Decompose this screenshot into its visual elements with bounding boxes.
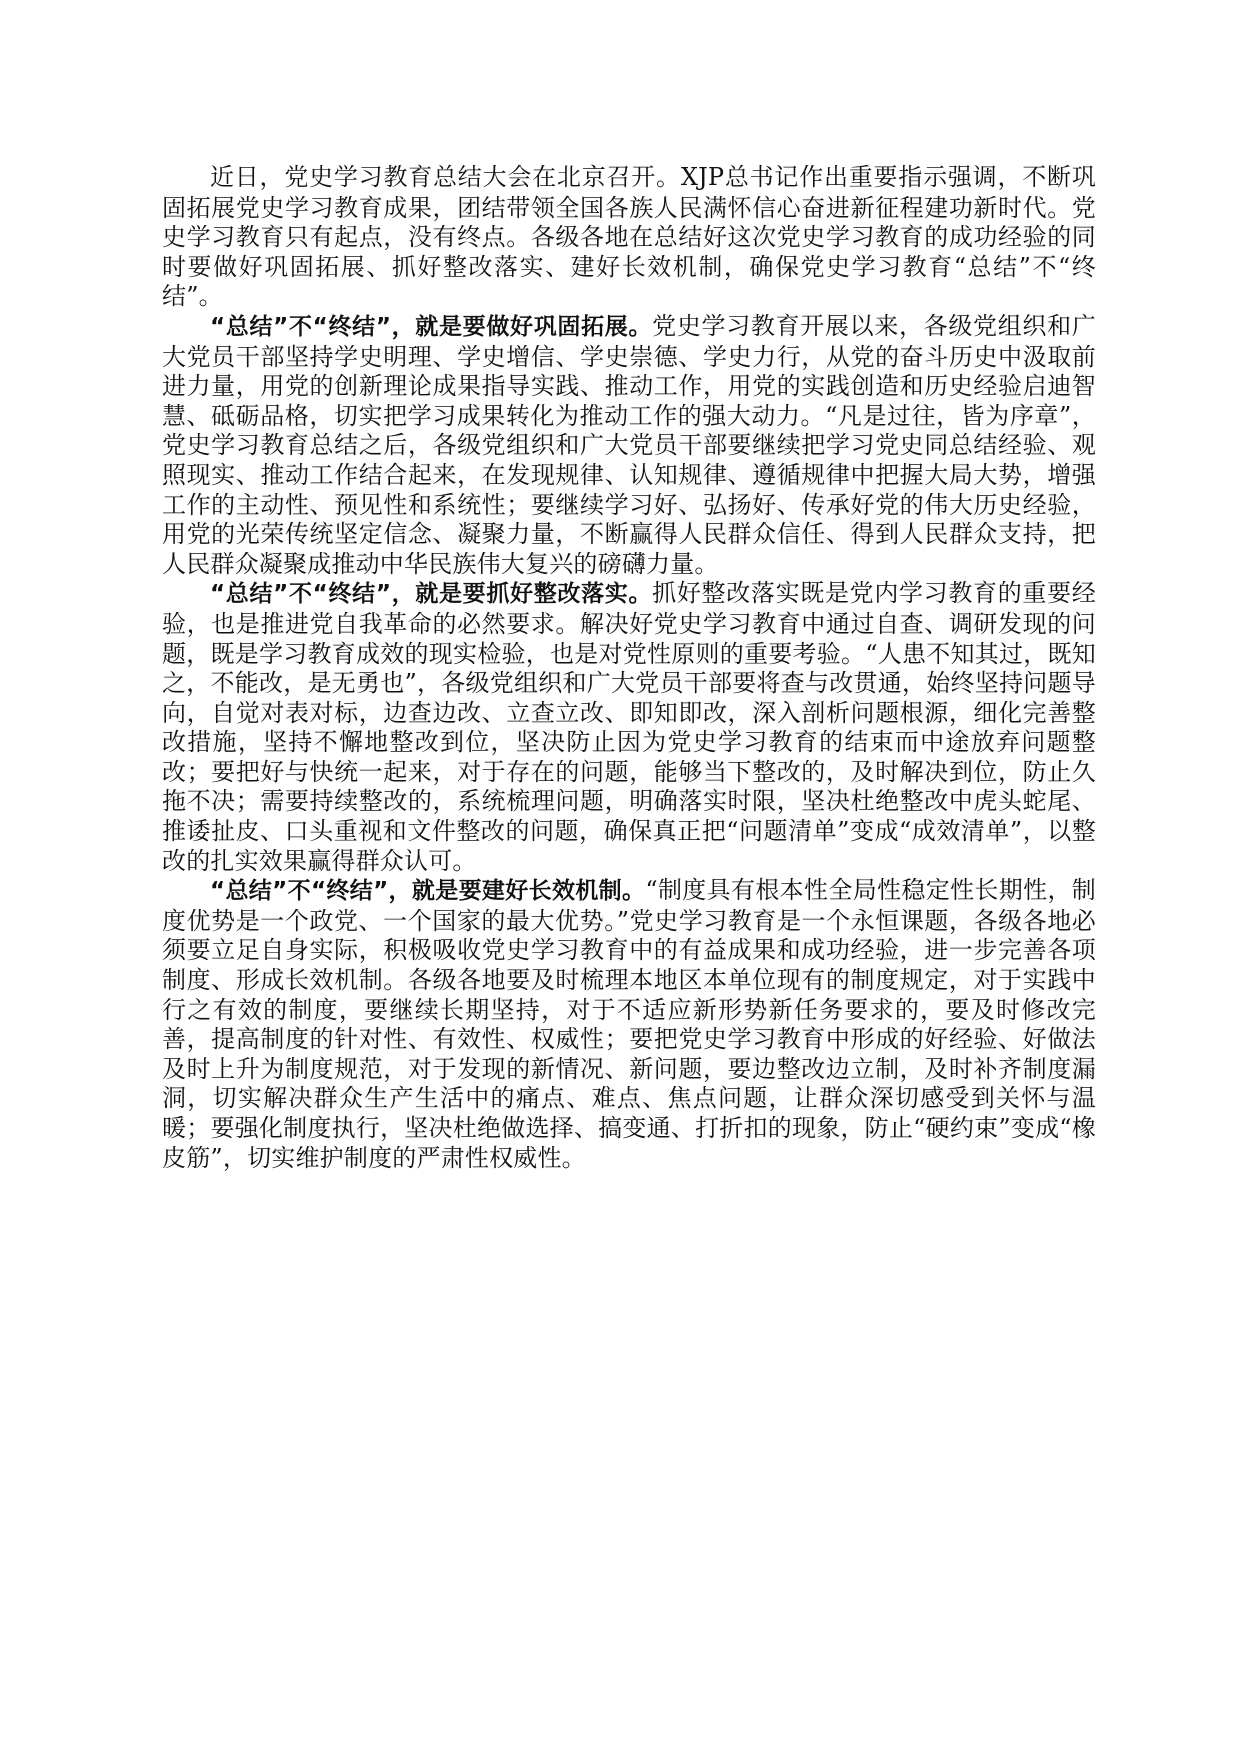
paragraph-text: “制度具有根本性全局性稳定性长期性，制度优势是一个政党、一个国家的最大优势。”党史学习教育是一个永恒课题，各级各地必须要立足自身实际，积极吸收党史学习教育中的有益成果和成功经验，进一步完善各项制度、形成长效机制。各级各地要及时梳理本地区本单位现有的制度规定，对于实践中行之有效的制度，要继续长期坚持，对于不适应新形势新任务要求的，要及时修改完善，提高制度的针对性、有效性、权威性；要把党史学习教育中形成的好经验、好做法及时上升为制度规范，对于发现的新情况、新问题，要边整改边立制，及时补齐制度漏洞，切实解决群众生产生活中的痛点、难点、焦点问题，让群众深切感受到关怀与温暖；要强化制度执行，坚决杜绝做选择、搞变通、打折扣的现象，防止“硬约束”变成“橡皮筋”，切实维护制度的严肃性权威性。 — [162, 876, 1096, 1172]
document-body — [162, 163, 1096, 1173]
paragraph-rectification — [162, 579, 1096, 876]
paragraph-lead: “总结”不“终结”，就是要抓好整改落实。 — [210, 581, 653, 608]
paragraph-text: 近日，党史学习教育总结大会在北京召开。XJP总书记作出重要指示强调，不断巩固拓展党史学习教育成果，团结带领全国各族人民满怀信心奋进新征程建功新时代。党史学习教育只有起点，没有终点。各级各地在总结好这次党史学习教育的成功经验的同时要做好巩固拓展、抓好整改落实、建好长效机制，确保党史学习教育“总结”不“终结”。 — [162, 163, 1096, 311]
paragraph-intro — [162, 163, 1096, 312]
paragraph-lead: “总结”不“终结”，就是要做好巩固拓展。 — [210, 313, 653, 340]
paragraph-text: 党史学习教育开展以来，各级党组织和广大党员干部坚持学史明理、学史增信、学史崇德、学史力行，从党的奋斗历史中汲取前进力量，用党的创新理论成果指导实践、推动工作，用党的实践创造和历史经验启迪智慧、砥砺品格，切实把学习成果转化为推动工作的强大动力。“凡是过往，皆为序章”，党史学习教育总结之后，各级党组织和广大党员干部要继续把学习党史同总结经验、观照现实、推动工作结合起来，在发现规律、认知规律、遵循规律中把握大局大势，增强工作的主动性、预见性和系统性；要继续学习好、弘扬好、传承好党的伟大历史经验，用党的光荣传统坚定信念、凝聚力量，不断赢得人民群众信任、得到人民群众支持，把人民群众凝聚成推动中华民族伟大复兴的磅礴力量。 — [162, 311, 1096, 578]
paragraph-lead: “总结”不“终结”，就是要建好长效机制。 — [210, 878, 646, 905]
paragraph-text: 抓好整改落实既是党内学习教育的重要经验，也是推进党自我革命的必然要求。解决好党史学习教育中通过自查、调研发现的问题，既是学习教育成效的现实检验，也是对党性原则的重要考验。“人患不知其过，既知之，不能改，是无勇也”，各级党组织和广大党员干部要将查与改贯通，始终坚持问题导向，自觉对表对标，边查边改、立查立改、即知即改，深入剖析问题根源，细化完善整改措施，坚持不懈地整改到位，坚决防止因为党史学习教育的结束而中途放弃问题整改；要把好与快统一起来，对于存在的问题，能够当下整改的，及时解决到位，防止久拖不决；需要持续整改的，系统梳理问题，明确落实时限，坚决杜绝整改中虎头蛇尾、推诿扯皮、口头重视和文件整改的问题，确保真正把“问题清单”变成“成效清单”，以整改的扎实效果赢得群众认可。 — [162, 579, 1096, 875]
paragraph-mechanism — [162, 876, 1096, 1173]
paragraph-consolidate — [162, 312, 1096, 579]
